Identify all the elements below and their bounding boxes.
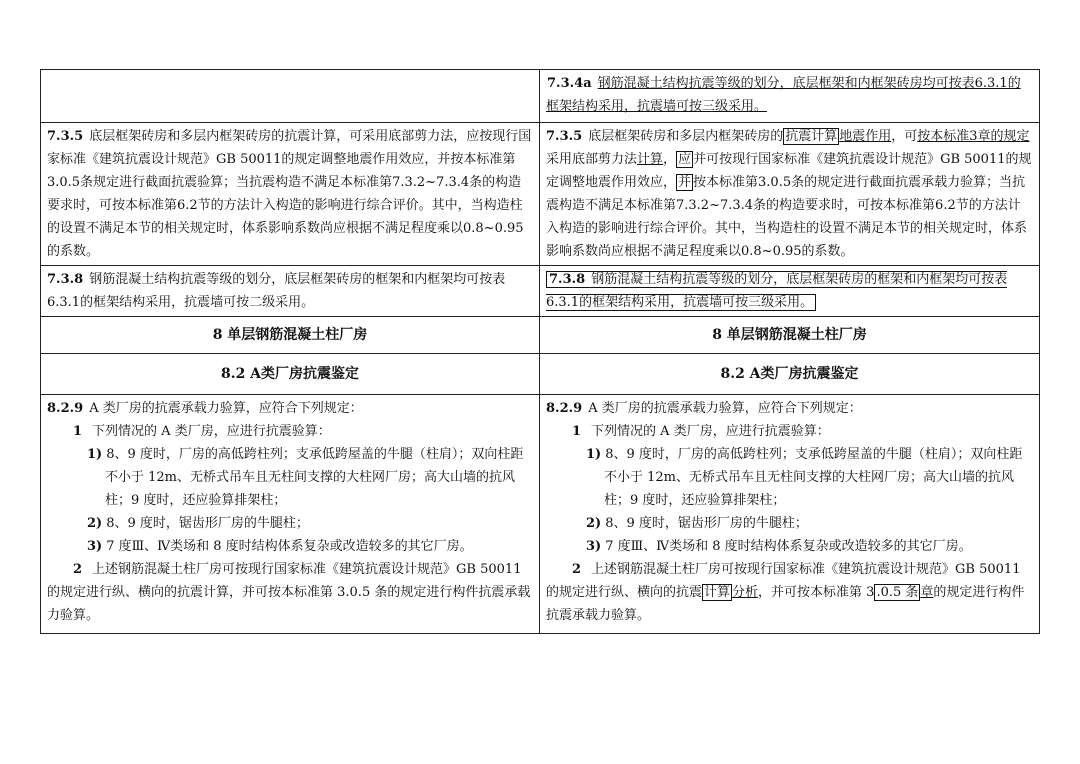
subitem-text: 8、9 度时，锯齿形厂房的牛腿柱； <box>106 516 309 531</box>
item-text: 上述钢筋混凝土柱厂房可按现行国家标准《建筑抗震设计规范》GB 50011 的规定进行纵、横向的抗震计算，并可按本标准第 3.0.5 条的规定进行构件抗震承载力验算。 <box>47 562 531 623</box>
clause-number: 7.3.8 <box>549 272 586 287</box>
item-number: 2 <box>73 562 83 577</box>
cell-old-8-2-9 <box>41 395 540 634</box>
section-heading-new: 8.2 A类厂房抗震鉴定 <box>540 354 1040 395</box>
item-number: 1 <box>73 424 83 439</box>
item-text: 的规定进行构件抗震承载力验算。 <box>546 585 1025 623</box>
comparison-table <box>40 69 1040 634</box>
cell-old-7-3-5 <box>41 123 540 266</box>
clause-text: ， <box>663 152 677 167</box>
section-heading-old: 8.2 A类厂房抗震鉴定 <box>41 354 540 395</box>
subitem-text: 7 度Ⅲ、Ⅳ类场和 8 度时结构体系复杂或改造较多的其它厂房。 <box>106 539 473 554</box>
inserted-text: 章 <box>920 585 934 600</box>
subitem-text: 8、9 度时，厂房的高低跨柱列；支承低跨屋盖的牛腿（柱肩）；双向柱距不小于 12m、无桥式吊车且无柱间支撑的大柱网厂房；高大山墙的抗风柱；9 度时，还应验算排架柱； <box>604 447 1023 508</box>
item-text: 下列情况的 A 类厂房，应进行抗震验算： <box>92 424 331 439</box>
deleted-text: 应 <box>678 152 692 167</box>
table-row <box>41 317 1040 354</box>
subitem-number: 3) <box>586 539 602 554</box>
table-row <box>41 266 1040 317</box>
subitem-number: 1) <box>87 447 103 462</box>
inserted-text: 地震作用 <box>839 129 892 144</box>
clause-number: 7.3.5 <box>546 129 583 144</box>
cell-old-7-3-8 <box>41 266 540 317</box>
deleted-text: 抗震计算 <box>785 129 838 144</box>
subitem-number: 2) <box>87 516 103 531</box>
cell-new-7-3-5 <box>540 123 1040 266</box>
clause-text: A 类厂房的抗震承载力验算，应符合下列规定： <box>588 401 862 416</box>
item-text: 下列情况的 A 类厂房，应进行抗震验算： <box>591 424 830 439</box>
item-number: 2 <box>572 562 582 577</box>
cell-new-7-3-4a <box>540 70 1040 123</box>
subitem-text: 8、9 度时，厂房的高低跨柱列；支承低跨屋盖的牛腿（柱肩）；双向柱距不小于 12m、无桥式吊车且无柱间支撑的大柱网厂房；高大山墙的抗风柱；9 度时，还应验算排架柱； <box>105 447 524 508</box>
deleted-text: 计算 <box>704 585 731 600</box>
clause-number: 7.3.4a <box>547 76 592 91</box>
cell-new-7-3-8 <box>540 266 1040 317</box>
inserted-text: 分析 <box>732 585 759 600</box>
item-number: 1 <box>572 424 582 439</box>
clause-text: 采用底部剪力法 <box>546 152 638 167</box>
table-row <box>41 123 1040 266</box>
clause-text: 钢筋混凝土结构抗震等级的划分，底层框架砖房的框架和内框架均可按表6.3.1的框架结构采用，抗震墙可按二级采用。 <box>47 272 506 310</box>
clause-number: 8.2.9 <box>546 401 583 416</box>
subitem-text: 8、9 度时，锯齿形厂房的牛腿柱； <box>605 516 808 531</box>
clause-text: ，可 <box>891 129 918 144</box>
clause-text: 并可按现行国家标准《建筑抗震设计规范》GB 50011的规定调整地震作用效应， <box>546 152 1032 190</box>
deleted-text: .0.5 条 <box>876 585 919 600</box>
subitem-number: 1) <box>586 447 602 462</box>
clause-text: 按本标准第3.0.5条 <box>693 175 805 190</box>
table-row <box>41 395 1040 634</box>
chapter-heading-old: 8 单层钢筋混凝土柱厂房 <box>41 317 540 354</box>
chapter-heading-new: 8 单层钢筋混凝土柱厂房 <box>540 317 1040 354</box>
table-row <box>41 354 1040 395</box>
subitem-number: 3) <box>87 539 103 554</box>
clause-text: A 类厂房的抗震承载力验算，应符合下列规定： <box>89 401 363 416</box>
subitem-number: 2) <box>586 516 602 531</box>
item-text: 上述钢筋混凝土柱厂房可按现行国家标准《建筑抗震设计规范》GB 50011 的规定进行纵、横向的抗震 <box>546 562 1021 600</box>
clause-number: 7.3.5 <box>47 129 84 144</box>
clause-text: 底层框架砖房和多层内框架砖房的 <box>588 129 784 144</box>
clause-number: 8.2.9 <box>47 401 84 416</box>
inserted-text: 计算 <box>637 152 664 167</box>
clause-text: 底层框架砖房和多层内框架砖房的抗震计算，可采用底部剪力法，应按现行国家标准《建筑抗震设计规范》GB 50011的规定调整地震作用效应，并按本标准第3.0.5条规定进行截面抗震验算；当抗震构造不满足本标准第7.3.2~7.3.4条的构造要求时，可按本标准第6.2节的方法计入构造的影响进行综合评价。其中，当构造柱的设置不满足本节的相关规定时，体系影响系数尚应根据不满足程度乘以0.8~0.95的系数。 <box>47 129 532 259</box>
clause-number: 7.3.8 <box>47 272 84 287</box>
inserted-text: 按本标准3章的规定 <box>917 129 1030 144</box>
subitem-text: 7 度Ⅲ、Ⅳ类场和 8 度时结构体系复杂或改造较多的其它厂房。 <box>605 539 972 554</box>
cell-old-empty <box>41 70 540 123</box>
clause-text: 的规定进行截面抗震承载力验算；当抗震构造不满足本标准第7.3.2~7.3.4条的构造要求时，可按本标准第6.2节的方法计入构造的影响进行综合评价。其中，当构造柱的设置不满足本节的相关规定时，体系影响系数尚应根据不满足程度乘以0.8~0.95的系数。 <box>546 175 1028 259</box>
item-text: ，并可按本标准第 3 <box>758 585 875 600</box>
revised-clause <box>546 76 1021 114</box>
deleted-text: 并 <box>678 175 692 190</box>
table-row <box>41 70 1040 123</box>
cell-new-8-2-9 <box>540 395 1040 634</box>
clause-text: 钢筋混凝土结构抗震等级的划分，底层框架砖房的框架和内框架均可按表6.3.1的框架结构采用，抗震墙可按三级采用。 <box>546 272 1008 310</box>
clause-text: 钢筋混凝土结构抗震等级的划分，底层框架和内框架砖房均可按表6.3.1的框架结构采用，抗震墙可按三级采用。 <box>546 76 1021 114</box>
